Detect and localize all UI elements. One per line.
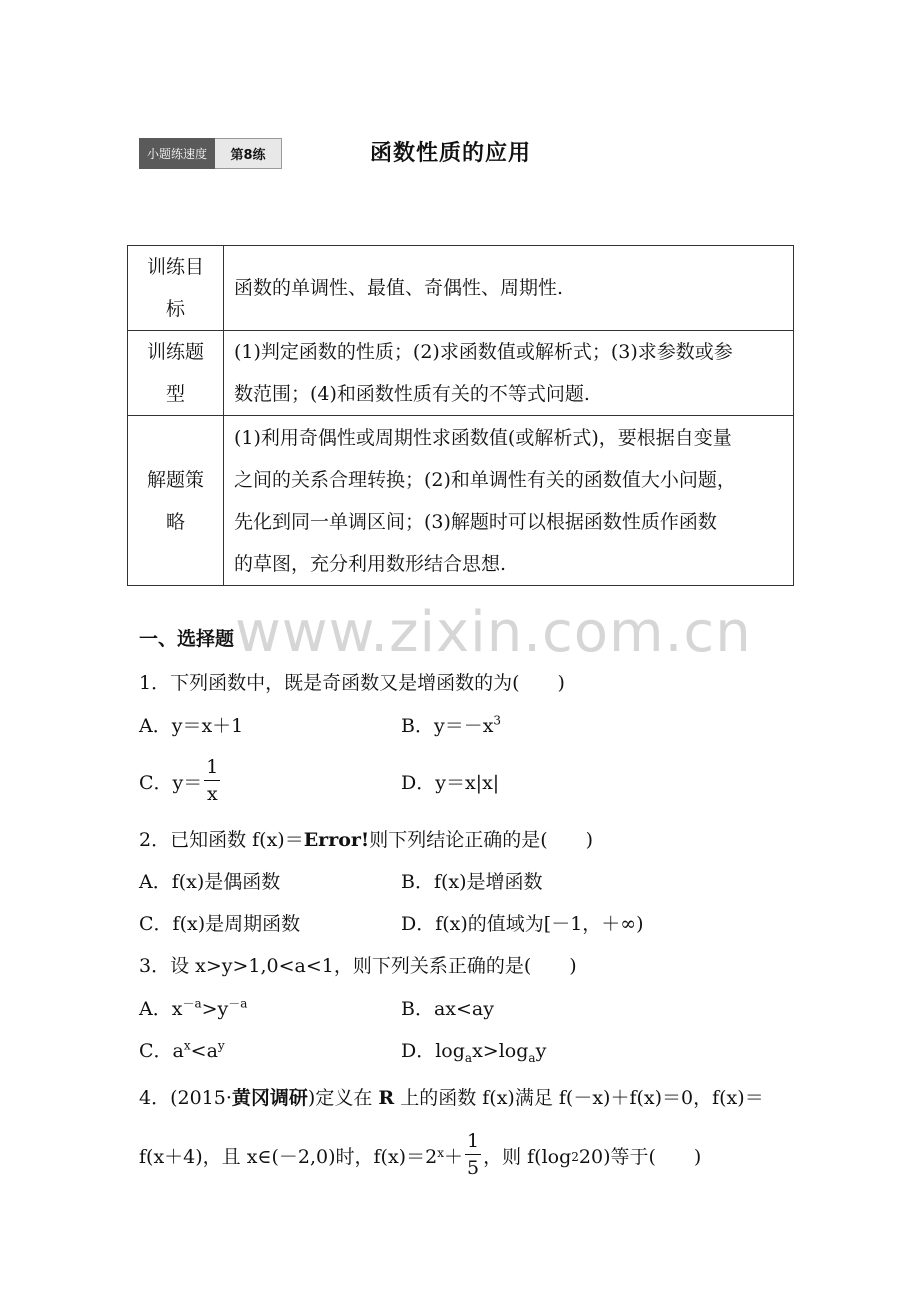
- table-row: [128, 331, 794, 416]
- question-2-option-d: D．f(x)的值域为[－1，＋∞): [401, 913, 644, 935]
- content-line: (1)利用奇偶性或周期性求函数值(或解析式)，要根据自变量: [234, 426, 732, 449]
- question-1-stem: 1．下列函数中，既是奇函数又是增函数的为( ): [139, 672, 565, 694]
- question-3-option-c: C．$a^x<a^y$: [139, 1038, 225, 1062]
- row-label: [128, 416, 224, 586]
- question-1-option-b: B．$y=-x^3$: [401, 713, 502, 737]
- content-line: 函数的单调性、最值、奇偶性、周期性.: [234, 277, 564, 299]
- label-line: 略: [165, 510, 185, 533]
- question-4-line-2: f(x＋4)，且 x∈(－2,0)时，f(x)＝2 x ＋ $\frac{1}{5}$ ，则 f(log 2 20)等于( ): [139, 1130, 702, 1179]
- watermark: www.zixin.com.cn: [235, 600, 752, 665]
- row-content: [224, 416, 794, 586]
- question-3-stem: 3．设 x>y>1,0<a<1，则下列关系正确的是( ): [139, 955, 577, 977]
- question-1-option-c: C．y＝ $\frac{1}{x}$: [139, 756, 219, 805]
- practice-badge: [139, 138, 282, 169]
- question-1-option-a: A．y＝x＋1: [139, 715, 244, 737]
- page-title: 函数性质的应用: [370, 141, 532, 166]
- table-row: [128, 416, 794, 586]
- content-line: 之间的关系合理转换；(2)和单调性有关的函数值大小问题，: [234, 468, 736, 491]
- training-info-table: [127, 245, 794, 586]
- question-2-stem: 2．已知函数 f(x)＝Error!则下列结论正确的是( ): [139, 829, 594, 851]
- badge-category: 小题练速度: [139, 138, 215, 169]
- question-4-line-1: 4．(2015·黄冈调研)定义在 R 上的函数 f(x)满足 f(－x)＋f(x)＝0，f(x)＝: [139, 1087, 764, 1109]
- question-2-option-a: A．f(x)是偶函数: [139, 871, 281, 893]
- label-line: 型: [165, 383, 185, 405]
- badge-lesson-number: 第8练: [215, 138, 282, 169]
- question-3-option-a: A．$x^{-a}>y^{-a}$: [139, 996, 248, 1020]
- content-line: (1)判定函数的性质；(2)求函数值或解析式；(3)求参数或参: [234, 341, 733, 363]
- row-content: [224, 246, 794, 331]
- fraction: $\frac{1}{x}$: [206, 756, 219, 805]
- section-title: 一、选择题: [139, 628, 235, 650]
- row-label: [128, 331, 224, 416]
- row-content: [224, 331, 794, 416]
- question-3-option-d: D．$\log_ax>\log_ay$: [401, 1040, 547, 1065]
- question-2-option-b: B．f(x)是增函数: [401, 871, 543, 893]
- label-line: 解题策: [146, 468, 204, 491]
- row-label: [128, 246, 224, 331]
- label-line: 训练题: [146, 341, 204, 363]
- content-line: 先化到同一单调区间；(3)解题时可以根据函数性质作函数: [234, 510, 717, 533]
- question-2-option-c: C．f(x)是周期函数: [139, 913, 301, 935]
- table-row: [128, 246, 794, 331]
- content-line: 的草图，充分利用数形结合思想.: [234, 552, 507, 575]
- fraction: $\frac{1}{5}$: [466, 1130, 480, 1179]
- content-line: 数范围；(4)和函数性质有关的不等式问题.: [234, 383, 590, 405]
- question-3-option-b: B．ax<ay: [401, 998, 494, 1020]
- question-1-option-d: D．y＝x|x|: [401, 772, 500, 794]
- label-line: 标: [165, 298, 185, 320]
- label-line: 训练目: [146, 256, 204, 278]
